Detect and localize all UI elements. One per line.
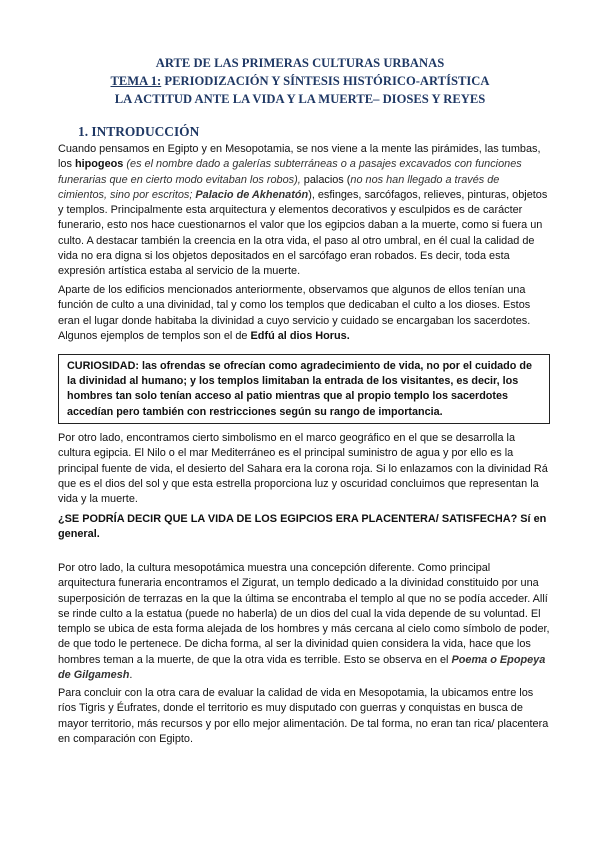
text-run: Aparte de los edificios mencionados anteriormente, observamos que algunos de ellos tenían una función de culto a una divinidad, tal y como los templos que dedicaban el culto a los dioses. Estos eran el lugar donde habitaba la divinidad a cuyo servicio y cuidado se encargaban los sacerdotes. Algunos ejemplos de templos son el de <box>58 284 531 342</box>
paragraph-simbolismo: Por otro lado, encontramos cierto simbolismo en el marco geográfico en el que se desarrolla la cultura egipcia. El Nilo o el mar Mediterráneo es el principal suministro de agua y por ello es la principal fuente de vida, el desierto del Sahara era la corona roja. Si lo enlazamos con la divinidad Rá que es el dios del sol y que esta estrella proporciona luz y oscuridad concluimos que representan la vida y la muerte. <box>58 432 548 506</box>
text-run: Cuando pensamos en Egipto y en Mesopotamia, se nos viene a la mente las pirámides, las tumbas, los <box>58 143 541 171</box>
paragraph-intro <box>58 142 550 280</box>
document-subtitle: LA ACTITUD ANTE LA VIDA Y LA MUERTE– DIOSES Y REYES <box>114 92 486 106</box>
paragraph-conclusion: Para concluir con la otra cara de evaluar la calidad de vida en Mesopotamia, la ubicamos entre los ríos Tigris y Éufrates, donde el territorio es muy disputado con guerras y conquistas en busca de mayor territorio, más recursos y por ello mejor alimentación. De tal forma, no eran tan rica/ placentera en comparación con Egipto. <box>58 687 549 745</box>
curiosity-callout-box: CURIOSIDAD: las ofrendas se ofrecían como agradecimiento de vida, no por el cuidado de la divinidad al humano; y los templos limitaban la entrada de los visitantes, es decir, los hombres tan solo tenían acceso al patio mientras que al propio templo los sacerdotes accedían pero también con restricciones según su rango de importancia. <box>58 354 550 424</box>
topic-text: PERIODIZACIÓN Y SÍNTESIS HISTÓRICO-ARTÍSTICA <box>161 74 490 88</box>
text-run: palacios ( <box>300 173 351 186</box>
bold-term-edfu: Edfú al dios Horus. <box>250 329 350 342</box>
paragraph-mesopotamia <box>58 561 550 683</box>
bold-term-hipogeos: hipogeos <box>74 158 124 171</box>
bold-italic-term-gilgamesh: Poema o Epopeya de Gilgamesh <box>58 653 546 682</box>
text-run: Por otro lado, la cultura mesopotámica muestra una concepción diferente. Como principal arquitectura funeraria encontramos el Zigurat, un templo dedicado a la divinidad constituido por una superposición de terrazas en la que la última se encontraba el templo al que no se podía acceder. Allí se rinde culto a la estatua (puede no haberla) de un dios del cual la vida depende de su voluntad. El templo se ubica de esta forma alejada de los hombres y más cercana al cielo como símbolo de poder, de que todo le pertenece. De dicha forma, al ser la divinidad quien considera la vida, hace que los hombres teman a la muerte, de que la otra vida es terrible. Esto se observa en el <box>58 562 550 666</box>
text-run: ), esfinges, sarcófagos, relieves, pinturas, objetos y templos. Principalmente esta arquitectura y elementos decorativos y esculpidos es de carácter funerario, esto nos hace cuestionarnos el valor que los egipcios daban a la muerte, como si fuera un culto. A destacar también la creencia en la otra vida, el paso al otro umbral, en él cual la calidad de vida no era digna si los objetos depositados en el sarcófago eran robados. Es decir, toda esta expresión artística estaba al servicio de la muerte. <box>58 188 548 278</box>
text-run: . <box>129 669 133 682</box>
italic-definition: (es el nombre dado a galerías subterráneas o a pasajes excavados con funciones funerarias que en cierto modo evitaban los robos), <box>58 158 522 186</box>
bold-italic-term-akhenaton: Palacio de Akhenatón <box>195 188 309 201</box>
section-heading-introduccion: 1. INTRODUCCIÓN <box>78 124 200 139</box>
document-title: ARTE DE LAS PRIMERAS CULTURAS URBANAS <box>155 56 445 70</box>
topic-label: TEMA 1: <box>110 74 162 88</box>
italic-note: no nos han llegado a través de cimientos, sino por escritos; <box>58 173 500 201</box>
question-heading: ¿SE PODRÍA DECIR QUE LA VIDA DE LOS EGIPCIOS ERA PLACENTERA/ SATISFECHA? Sí en general. <box>58 513 547 541</box>
topic-heading <box>0 74 600 89</box>
paragraph-templos <box>58 283 550 344</box>
